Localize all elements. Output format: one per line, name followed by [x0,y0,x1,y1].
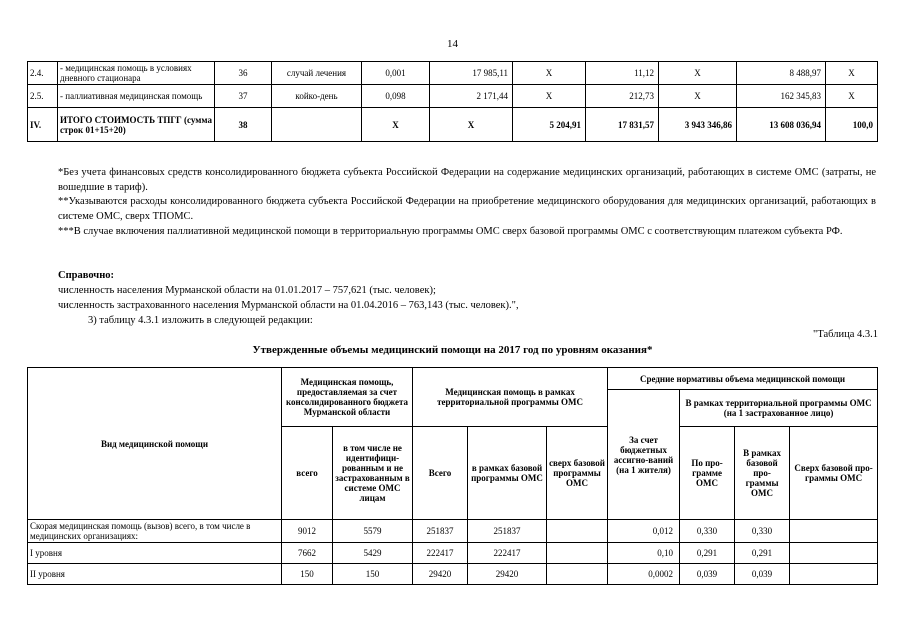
cell: 0,10 [608,543,680,564]
cell: 162 345,83 [737,85,826,108]
cell: 222417 [413,543,468,564]
table-row [28,85,878,108]
header-above-base: сверх базовой программы ОМС [547,427,608,520]
header-unidentified: в том числе не идентифици-рованным и не застрахованным в системе ОМС лицам [333,427,413,520]
cell [547,520,608,543]
cell: 5 204,91 [513,108,586,142]
cell [547,564,608,585]
header-budget-per-capita: За счет бюджетных ассигно-ваний (на 1 жителя) [608,390,680,520]
row-name: II уровня [28,564,282,585]
row-number: 2.4. [28,62,58,85]
cell: 0,012 [608,520,680,543]
cell: 9012 [282,520,333,543]
header-budget-group: Медицинская помощь, предоставляемая за счет консолидированного бюджета Мурманской области [282,368,413,427]
cell: Х [826,85,878,108]
unit [272,108,362,142]
cell: 0,291 [680,543,735,564]
cell: 0,039 [735,564,790,585]
cell: 29420 [468,564,547,585]
cell: 29420 [413,564,468,585]
cell: 0,039 [680,564,735,585]
line-number: 36 [215,62,272,85]
footnote: ***В случае включения паллиативной медицинской помощи в территориальную программы ОМС сверх базовой программы ОМС с соответствующим платежом субъекта РФ. [58,226,843,237]
header-total: всего [282,427,333,520]
header-norms-group: Средние нормативы объема медицинской помощи [608,368,878,390]
cell: 2 171,44 [430,85,513,108]
row-name: - медицинская помощь в условиях дневного стационара [58,62,215,85]
table-row [28,543,878,564]
cell: Х [513,85,586,108]
header-oms-group: Медицинская помощь в рамках территориальной программы ОМС [413,368,608,427]
reference-line: численность населения Мурманской области на 01.01.2017 – 757,621 (тыс. человек); [58,285,436,296]
cell: 17 985,11 [430,62,513,85]
cell: 5579 [333,520,413,543]
cell [790,543,878,564]
table-row-total [28,108,878,142]
table-row [28,520,878,543]
header-tpoms-group: В рамках территориальной программы ОМС (на 1 застрахованное лицо) [680,390,878,427]
line-number: 37 [215,85,272,108]
cell: 3 943 346,86 [659,108,737,142]
header-by-program: По про-грамме ОМС [680,427,735,520]
cell: 0,001 [362,62,430,85]
cell: 0,0002 [608,564,680,585]
cell: 212,73 [586,85,659,108]
row-name: I уровня [28,543,282,564]
row-number: IV. [28,108,58,142]
cell [790,564,878,585]
cell: 100,0 [826,108,878,142]
cell: 251837 [413,520,468,543]
cell: Х [362,108,430,142]
cell: 8 488,97 [737,62,826,85]
cell: 5429 [333,543,413,564]
table-row [28,62,878,85]
cell: 150 [333,564,413,585]
footnote: *Без учета финансовых средств консолидированного бюджета субъекта Российской Федерации на содержание медицинских организаций, работающих в системе ОМС (затраты, не вошедшие в тариф). [58,167,876,193]
row-number: 2.5. [28,85,58,108]
unit: случай лечения [272,62,362,85]
header-within-base: в рамках базовой программы ОМС [468,427,547,520]
row-name: Скорая медицинская помощь (вызов) всего, в том числе в медицинских организациях: [28,520,282,543]
cell: 7662 [282,543,333,564]
cell: 11,12 [586,62,659,85]
cell: Х [826,62,878,85]
cell: 0,330 [735,520,790,543]
cell: 17 831,57 [586,108,659,142]
instruction-line: 3) таблицу 4.3.1 изложить в следующей редакции: [88,315,313,326]
table-row [28,564,878,585]
cell: 251837 [468,520,547,543]
header-in-base: В рамках базовой про-граммы ОМС [735,427,790,520]
cell: Х [659,62,737,85]
cell [790,520,878,543]
cell [547,543,608,564]
page-number: 14 [447,38,458,50]
cell: Х [430,108,513,142]
table-label: "Таблица 4.3.1 [813,329,878,340]
cell: 13 608 036,94 [737,108,826,142]
reference-line: численность застрахованного населения Мурманской области на 01.04.2016 – 763,143 (тыс. человек).", [58,300,519,311]
table-title: Утвержденные объемы медицинский помощи на 2017 год по уровням оказания* [252,344,653,356]
row-name: ИТОГО СТОИМОСТЬ ТПГГ (сумма строк 01+15+20) [58,108,215,142]
header-oms-total: Всего [413,427,468,520]
volumes-table [27,367,878,585]
cell: 0,098 [362,85,430,108]
reference-title: Справочно: [58,270,115,281]
footnote: **Указываются расходы консолидированного бюджета субъекта Российской Федерации на приобретение медицинского оборудования для медицинских организаций, работающих в системе ОМС, сверх ТПОМС. [58,196,876,222]
cell: 222417 [468,543,547,564]
cell: Х [659,85,737,108]
row-name: - паллиативная медицинская помощь [58,85,215,108]
cell: 0,330 [680,520,735,543]
line-number: 38 [215,108,272,142]
header-kind: Вид медицинской помощи [28,368,282,520]
unit: койко-день [272,85,362,108]
cost-table [27,61,878,142]
header-over-base: Сверх базовой про-граммы ОМС [790,427,878,520]
cell: 0,291 [735,543,790,564]
cell: 150 [282,564,333,585]
cell: Х [513,62,586,85]
